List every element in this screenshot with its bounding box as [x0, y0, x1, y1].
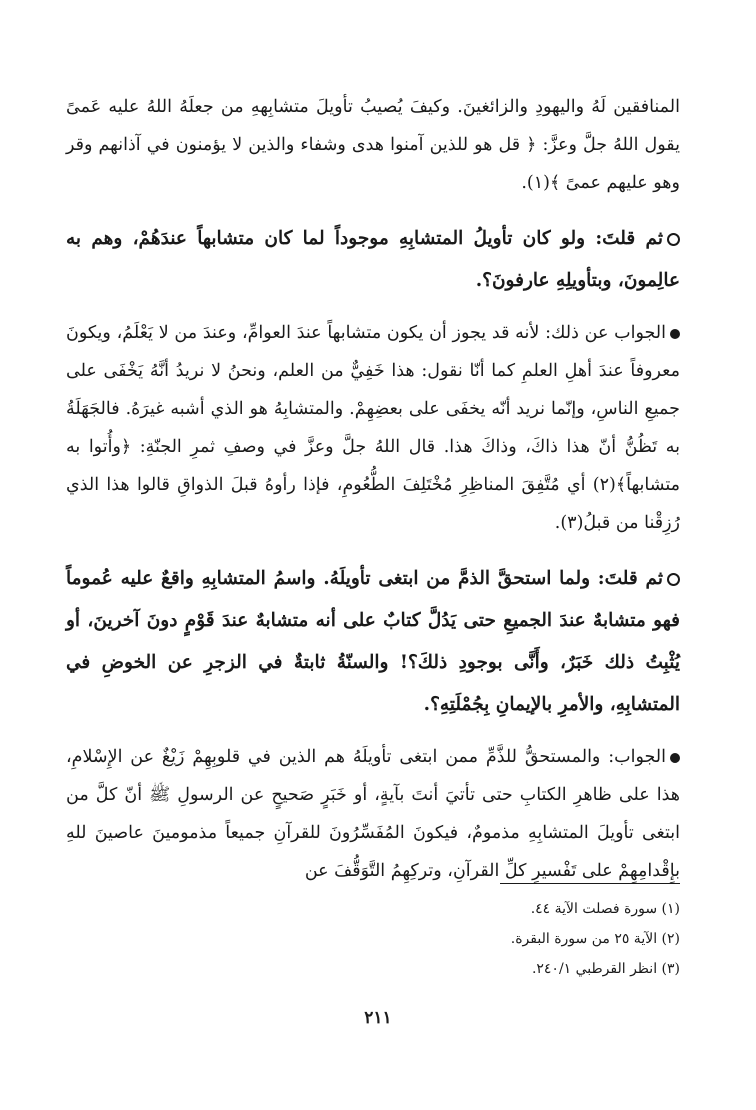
answer-1-text: لأنه قد يجوز أن يكون متشابهاً عندَ العوامِّ، وعندَ من لا يَعْلَمُ، ويكونَ معروفاً عندَ أهلِ العلمِ كما أنّا نقول: هذا خَفِيٌّ من العلم، ونحنُ لا نريدُ أنَّهُ يَخْفَى على جميعِ الناسِ، وإنّما نريد أنّه يخفَى على بعضِهِمْ. والمتشابِهُ هو الذي أشبه غيرَهُ. فالجَهَلَةُ به تَظُنُّ أنّ هذا ذاكَ، وذاكَ هذا. قال اللهُ جلَّ وعزَّ في وصفِ ثمرِ الجنّةِ: ﴿وأُتوا به متشابهاً﴾(٢) أي مُتَّفِقَ المناظِرِ مُخْتَلِفَ الطُّعُومِ، فإذا رأوهُ قبلَ الذواقِ قالوا هذا الذي رُزِقْنا من قبلُ(٣). — [66, 323, 680, 533]
question-2-label: ثم قلتَ: — [597, 568, 663, 589]
page-body — [66, 88, 680, 890]
paragraph-intro: المنافقين لَهُ واليهودِ والزائغينَ. وكيفَ يُصيبُ تأويلَ متشابِههِ من جعلَهُ اللهُ عليه عَمىً يقول اللهُ جلَّ وعزَّ: ﴿ قل هو للذين آمنوا هدى وشفاء والذين لا يؤمنون في آذانهم وقر وهو عليهم عمىً ﴾(١). — [66, 97, 680, 193]
question-1-label: ثم قلتَ: — [595, 228, 663, 249]
answer-1-label: الجواب عن ذلك: — [545, 323, 666, 343]
question-2 — [66, 558, 680, 726]
page-number: ٢١١ — [364, 1008, 392, 1028]
question-2-text: ولما استحقَّ الذمَّ من ابتغى تأويلَهُ. واسمُ المتشابِهِ واقعٌ عليه عُموماً فهو متشابهٌ عندَ الجميعِ حتى يَدُلَّ كتابٌ على أنه متشابهٌ عندَ قَوْمٍ دونَ آخرينَ، أو يُثْبِتُ ذلك خَبَرٌ، وأَنَّى بوجودِ ذلكَ؟! والسنّةُ ثابتةٌ في الزجرِ عن الخوضِ في المتشابِهِ، والأمرِ بالإيمانِ بِجُمْلَتِهِ؟. — [66, 568, 680, 715]
footnote-3: (٣) انظر القرطبي ٢٤٠/١. — [531, 961, 680, 977]
footnotes — [66, 894, 680, 984]
filled-circle-icon — [670, 329, 680, 339]
footnote-1: (١) سورة فصلت الآية ٤٤. — [530, 901, 680, 917]
answer-2 — [66, 738, 680, 890]
answer-1 — [66, 314, 680, 542]
open-circle-icon — [667, 233, 680, 246]
question-1-text: ولو كان تأويلُ المتشابِهِ موجوداً لما كان متشابهاً عندَهُمْ، وهم به عالِمونَ، وبتأويلِهِ عارفونَ؟. — [66, 228, 680, 291]
answer-2-label: الجواب: — [608, 747, 666, 767]
footnote-2: (٢) الآية ٢٥ من سورة البقرة. — [510, 931, 680, 947]
footnote-divider — [500, 883, 680, 884]
filled-circle-icon — [670, 753, 680, 763]
open-circle-icon — [667, 573, 680, 586]
question-1 — [66, 218, 680, 302]
answer-2-text: والمستحقُّ للذَّمِّ ممن ابتغى تأويلَهُ هم الذين في قلوبِهِمْ زَيْغٌ عن الإِسْلامِ، هذا على ظاهرِ الكتابِ حتى تأتيَ أنتَ بآيةٍ، أو خَبَرٍ صَحيحٍ عن الرسولِ ﷺ أنّ كلَّ من ابتغى تأويلَ المتشابِهِ مذمومٌ، فيكونَ المُفَسِّرُونَ للقرآنِ جميعاً مذمومينَ عاصينَ للهِ بإِقْدامِهِمْ على تَفْسيرِ كلِّ القرآنِ، وتركِهِمُ التَّوَقُّفَ عن — [66, 747, 680, 881]
